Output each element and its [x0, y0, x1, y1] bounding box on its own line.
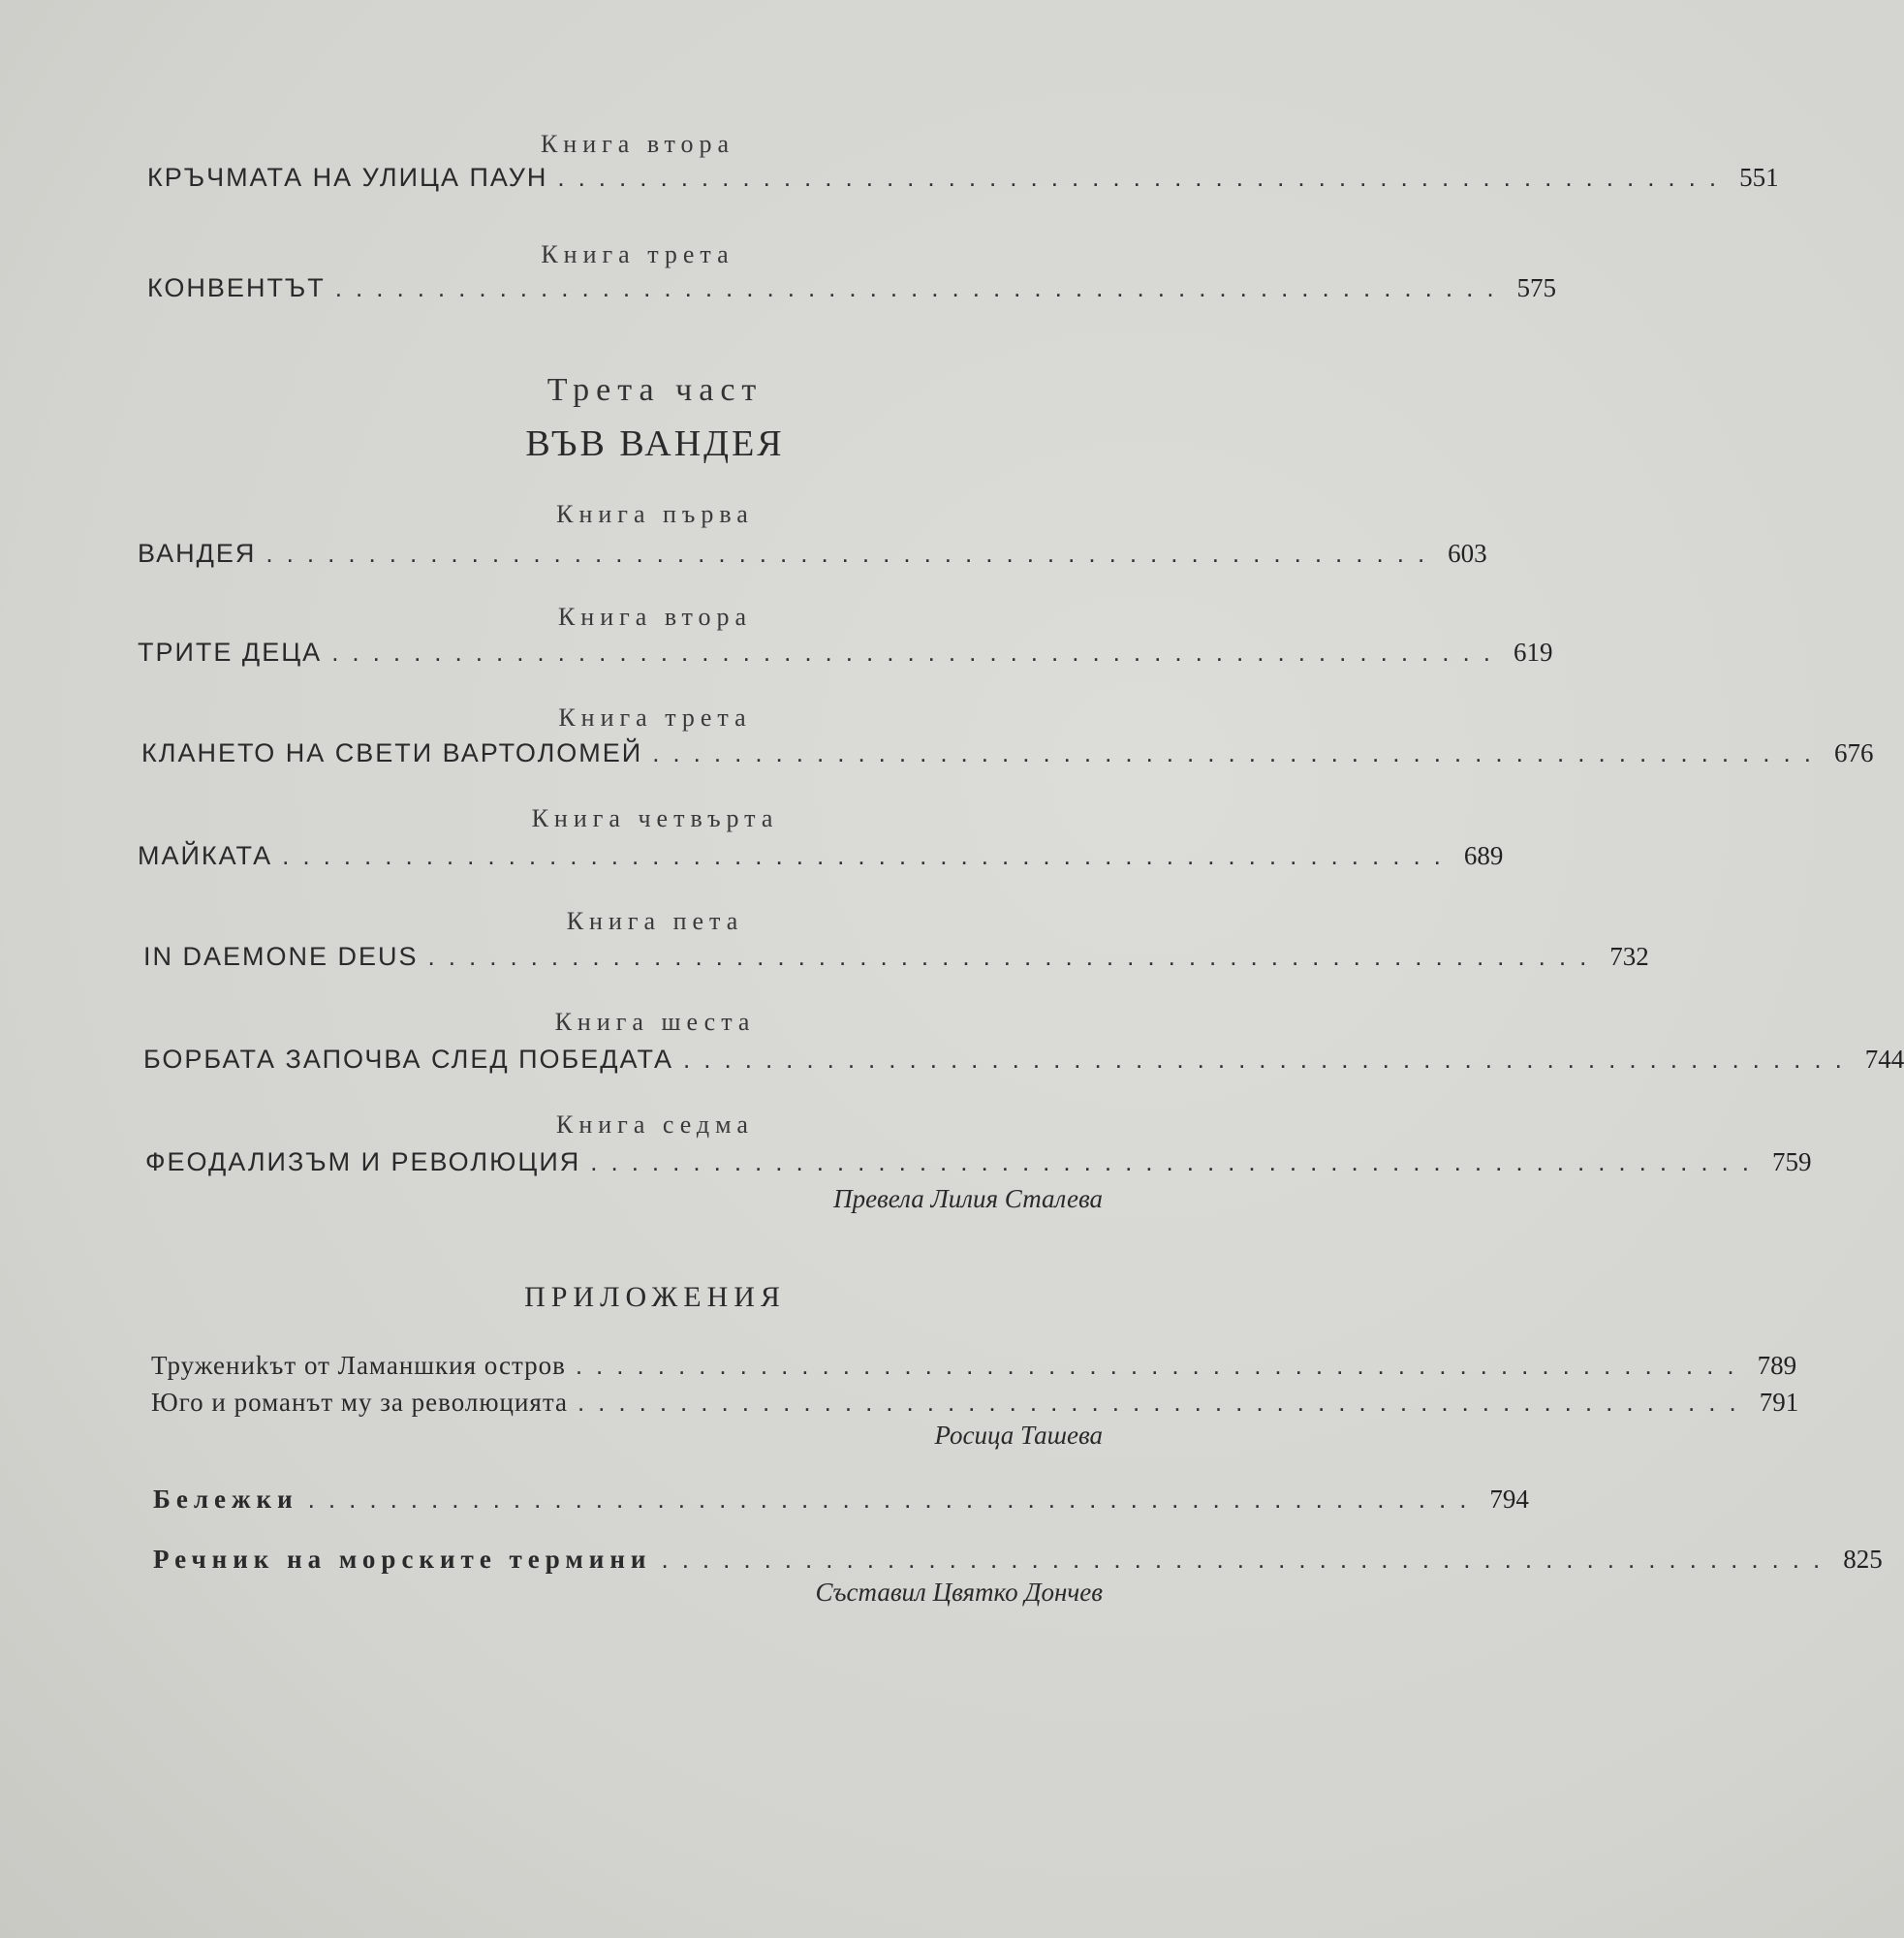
- compiler-credit: Съставил Цвятко Дончев: [815, 1578, 1103, 1607]
- entry-title: ФЕОДАЛИЗЪМ И РЕВОЛЮЦИЯ: [145, 1147, 581, 1176]
- entry-title: КОНВЕНТЪТ: [147, 273, 326, 302]
- page-number: 575: [1516, 273, 1557, 302]
- page-number: 744: [1864, 1045, 1904, 1074]
- leader-dots: .........................................................: [307, 1485, 1481, 1514]
- book-label: Книга втора: [540, 130, 735, 158]
- leader-dots: .........................................................: [331, 638, 1504, 667]
- book-label: Книга шеста: [554, 1008, 756, 1036]
- toc-entry: [138, 638, 1553, 668]
- page-number: 759: [1772, 1147, 1812, 1176]
- toc-entry: [141, 738, 1874, 768]
- toc-entry: [147, 163, 1779, 193]
- leader-dots: .........................................................: [590, 1147, 1763, 1176]
- toc-entry: [151, 1351, 1797, 1381]
- leader-dots: .........................................................: [557, 163, 1731, 192]
- leader-dots: .........................................................: [577, 1388, 1750, 1417]
- book-label: Книга първа: [556, 500, 754, 528]
- entry-title: ТРИТЕ ДЕЦА: [138, 638, 323, 667]
- entry-title: МАЙКАТА: [138, 841, 273, 870]
- toc-entry: [138, 841, 1504, 871]
- book-label: Книга трета: [558, 703, 752, 732]
- part-title: ВЪВ ВАНДЕЯ: [525, 423, 785, 464]
- page-number: 789: [1757, 1351, 1797, 1380]
- entry-title: БОРБАТА ЗАПОЧВА СЛЕД ПОБЕДАТА: [143, 1045, 674, 1074]
- page-number: 551: [1739, 163, 1779, 192]
- page-number: 794: [1489, 1485, 1529, 1514]
- toc-entry: [145, 1147, 1812, 1177]
- toc-entry: [138, 539, 1487, 569]
- leader-dots: .........................................................: [652, 738, 1825, 767]
- page-number: 791: [1759, 1388, 1799, 1417]
- toc-entry: [153, 1545, 1883, 1575]
- book-label: Книга трета: [541, 240, 734, 268]
- toc-entry: [151, 1388, 1799, 1418]
- author-credit: Росица Ташева: [934, 1421, 1103, 1450]
- entry-title: IN DAEMONE DEUS: [143, 942, 419, 971]
- leader-dots: .........................................................: [575, 1351, 1748, 1380]
- book-label: Книга втора: [557, 603, 753, 631]
- entry-title: Тружениkът от Ламаншкия остров: [151, 1351, 566, 1380]
- entry-title: КЛАНЕТО НА СВЕТИ ВАРТОЛОМЕЙ: [141, 738, 643, 767]
- leader-dots: .........................................................: [427, 942, 1601, 971]
- entry-title: Речник на морските термини: [153, 1545, 652, 1574]
- entry-title: ВАНДЕЯ: [138, 539, 257, 568]
- toc-entry: [153, 1485, 1529, 1515]
- entry-title: Юго и романът му за революцията: [151, 1388, 568, 1417]
- toc-entry: [143, 1045, 1904, 1075]
- toc-entry: [147, 273, 1557, 303]
- leader-dots: .........................................................: [282, 841, 1454, 870]
- appendices-heading: ПРИЛОЖЕНИЯ: [524, 1281, 786, 1313]
- page-number: 732: [1609, 942, 1649, 971]
- book-label: Книга пета: [566, 907, 744, 935]
- part-heading: Трета част: [546, 372, 764, 408]
- leader-dots: .........................................................: [683, 1045, 1856, 1074]
- page-number: 676: [1833, 738, 1874, 767]
- leader-dots: .........................................................: [334, 273, 1508, 302]
- page-number: 825: [1843, 1545, 1883, 1574]
- translator-credit: Превела Лилия Сталева: [833, 1184, 1103, 1213]
- page-number: 689: [1463, 841, 1504, 870]
- leader-dots: .........................................................: [265, 539, 1439, 568]
- book-label: Книга седма: [556, 1110, 754, 1139]
- book-label: Книга четвърта: [531, 804, 779, 832]
- page-number: 603: [1448, 539, 1487, 568]
- entry-title: КРЪЧМАТА НА УЛИЦА ПАУН: [147, 163, 548, 192]
- toc-entry: [143, 942, 1649, 972]
- page-number: 619: [1513, 638, 1553, 667]
- leader-dots: .........................................................: [661, 1545, 1834, 1574]
- entry-title: Бележки: [153, 1485, 298, 1514]
